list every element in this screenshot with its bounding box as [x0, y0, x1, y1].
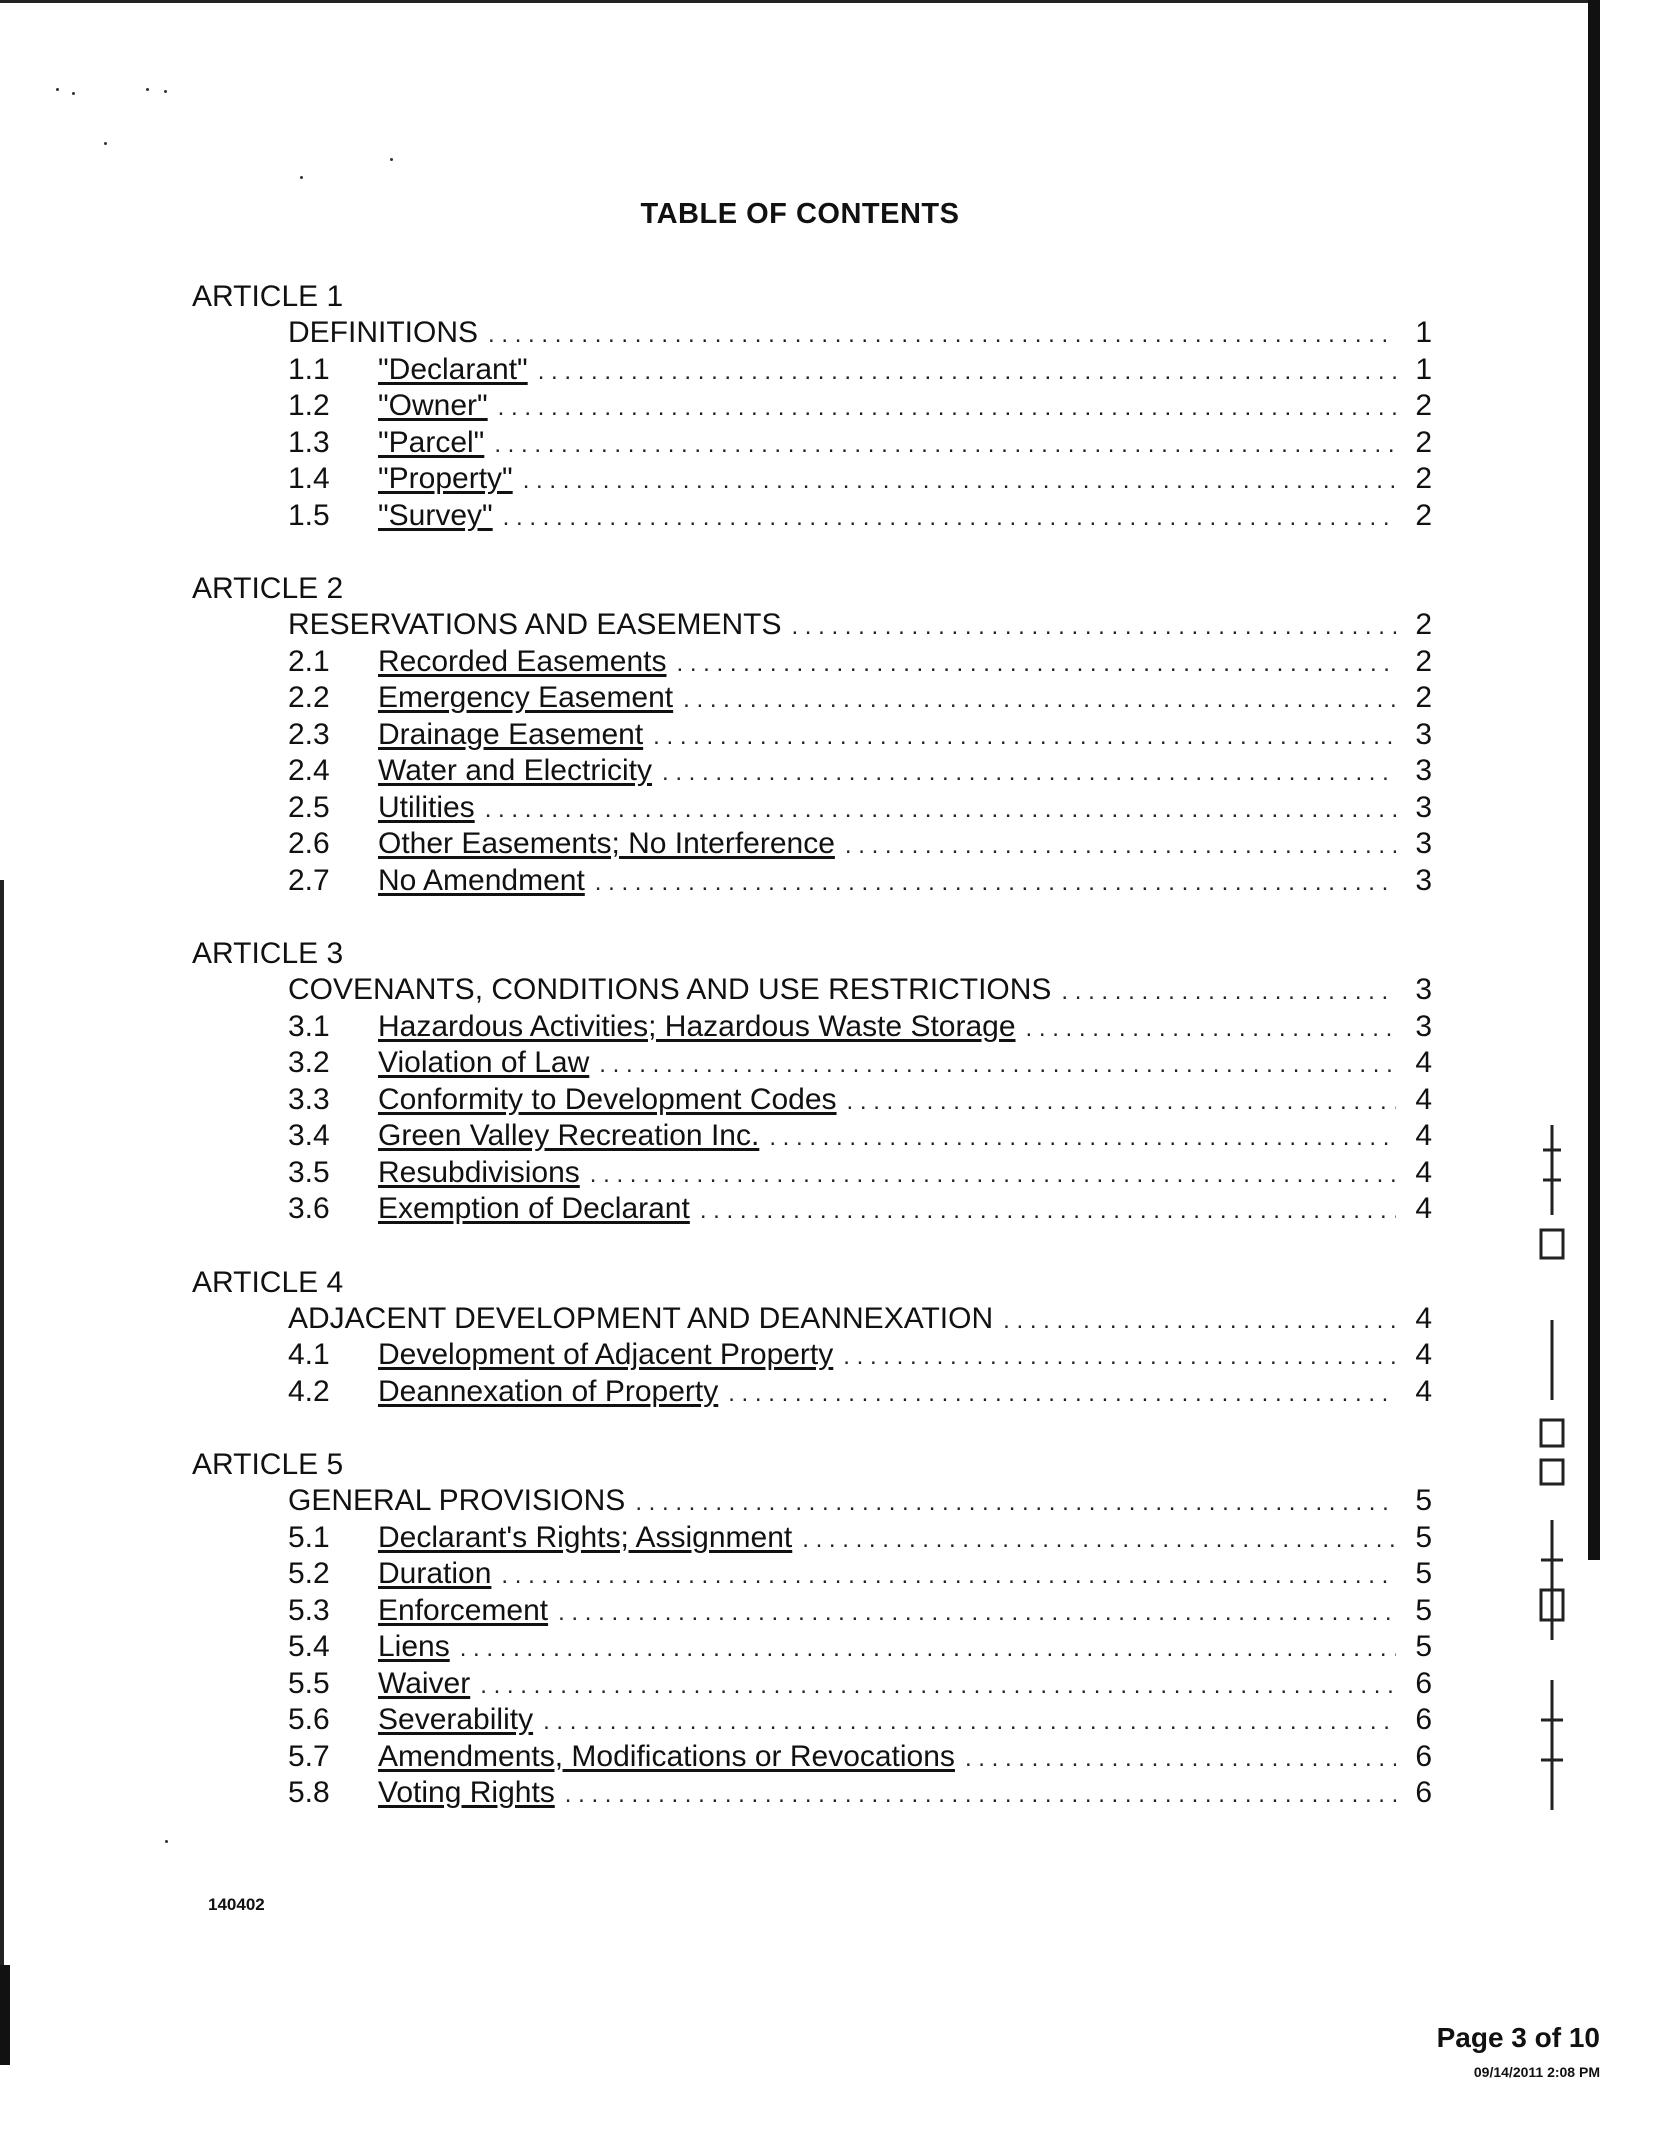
toc-page-number: 2 — [1415, 425, 1432, 459]
toc-page-number: 5 — [1415, 1557, 1432, 1590]
toc-entry-number: 5.5 — [288, 1666, 330, 1700]
toc-entry-title: Utilities — [378, 790, 475, 824]
toc-entry-title: Severability — [378, 1703, 534, 1736]
dot-leader — [1003, 1303, 1396, 1340]
dot-leader — [538, 354, 1396, 391]
dot-leader — [635, 1485, 1396, 1522]
toc-entry-number: 3.2 — [288, 1046, 330, 1079]
toc-entry — [192, 1775, 1432, 1812]
toc-page-number: 4 — [1415, 1301, 1432, 1335]
toc-page-number: 4 — [1415, 1119, 1432, 1152]
toc-page-number: 4 — [1415, 1155, 1432, 1189]
toc-page-number: 3 — [1415, 754, 1432, 787]
scan-speck — [300, 176, 303, 179]
toc-page-number: 2 — [1415, 498, 1432, 532]
dot-leader — [485, 792, 1396, 829]
toc-entry — [192, 790, 1432, 827]
recording-barcode — [1535, 1120, 1569, 1820]
toc-page-number: 6 — [1415, 1739, 1432, 1773]
dot-leader — [769, 1120, 1396, 1157]
page-title: TABLE OF CONTENTS — [640, 198, 960, 230]
article-heading — [192, 972, 1432, 1009]
toc-entry-number: 3.5 — [288, 1155, 330, 1189]
toc-page-number: 6 — [1415, 1703, 1432, 1736]
toc-entry-number: 2.3 — [288, 717, 330, 751]
print-timestamp: 09/14/2011 2:08 PM — [1473, 2064, 1600, 2080]
scan-edge-left-mark — [0, 1965, 10, 2065]
scan-speck — [390, 158, 393, 161]
article-label: ARTICLE 1 — [192, 280, 344, 313]
dot-leader — [590, 1157, 1396, 1194]
page-number: Page 3 of 10 — [1436, 2022, 1600, 2053]
dot-leader — [845, 828, 1396, 865]
toc-entry — [192, 461, 1432, 498]
toc-entry-number: 1.5 — [288, 498, 330, 532]
toc-entry-number: 5.2 — [288, 1557, 330, 1590]
toc-entry-number: 3.3 — [288, 1082, 330, 1116]
toc-entry-number: 5.1 — [288, 1520, 330, 1554]
toc-page-number: 5 — [1415, 1520, 1432, 1554]
toc-entry — [192, 1520, 1432, 1557]
toc-page-number: 3 — [1415, 1009, 1432, 1043]
toc-entry — [192, 352, 1432, 389]
toc-entry-number: 2.4 — [288, 754, 330, 787]
toc-entry-number: 5.4 — [288, 1630, 330, 1663]
dot-leader — [1061, 974, 1396, 1011]
toc-page-number: 3 — [1415, 717, 1432, 751]
article-heading — [192, 315, 1432, 352]
toc-entry — [192, 1739, 1432, 1776]
toc-entry-title: No Amendment — [378, 863, 585, 897]
toc-entry — [192, 1666, 1432, 1703]
toc-entry — [192, 1191, 1432, 1228]
dot-leader — [565, 1777, 1396, 1814]
dot-leader — [599, 1047, 1396, 1084]
toc-entry — [192, 644, 1432, 681]
toc-page-number: 5 — [1415, 1593, 1432, 1627]
toc-entry — [192, 863, 1432, 900]
dot-leader — [543, 1704, 1396, 1741]
toc-entry-title: Waiver — [378, 1666, 471, 1700]
article-section — [192, 1446, 1432, 1812]
dot-leader — [494, 427, 1396, 464]
toc-page-number: 2 — [1415, 389, 1432, 422]
toc-page-number: 4 — [1415, 1082, 1432, 1116]
toc-entry — [192, 1045, 1432, 1082]
dot-leader — [480, 1668, 1396, 1705]
table-of-contents — [192, 278, 1432, 1848]
article-section — [192, 1264, 1432, 1411]
toc-entry-number: 3.4 — [288, 1119, 330, 1152]
toc-page-number: 4 — [1415, 1374, 1432, 1408]
toc-entry-title: Exemption of Declarant — [378, 1192, 690, 1225]
toc-entry-number: 5.7 — [288, 1739, 330, 1773]
toc-entry-number: 4.2 — [288, 1374, 330, 1408]
toc-page-number: 5 — [1415, 1484, 1432, 1517]
article-section — [192, 935, 1432, 1228]
dot-leader — [488, 317, 1396, 354]
toc-page-number: 4 — [1415, 1338, 1432, 1371]
dot-leader — [700, 1193, 1396, 1230]
document-id: 140402 — [208, 1895, 265, 1914]
article-label: ARTICLE 4 — [192, 1265, 344, 1299]
toc-entry — [192, 498, 1432, 535]
toc-entry — [192, 1082, 1432, 1119]
toc-entry-title: Conformity to Development Codes — [378, 1082, 837, 1116]
toc-entry — [192, 1593, 1432, 1630]
toc-page-number: 4 — [1415, 1192, 1432, 1225]
toc-entry-title: Green Valley Recreation Inc. — [378, 1119, 760, 1152]
toc-entry-number: 2.2 — [288, 681, 330, 714]
toc-entry-title: Liens — [378, 1630, 450, 1663]
toc-page-number: 3 — [1415, 790, 1432, 824]
toc-entry — [192, 1629, 1432, 1666]
article-label: ARTICLE 3 — [192, 937, 344, 970]
toc-page-number: 4 — [1415, 1046, 1432, 1079]
toc-entry-number: 3.1 — [288, 1009, 330, 1043]
toc-page-number: 3 — [1415, 863, 1432, 897]
toc-entry — [192, 1374, 1432, 1411]
scan-speck — [104, 142, 107, 145]
dot-leader — [1026, 1011, 1396, 1048]
article-heading — [192, 607, 1432, 644]
toc-entry — [192, 826, 1432, 863]
toc-entry — [192, 717, 1432, 754]
toc-entry-title: Water and Electricity — [378, 754, 652, 787]
article-heading — [192, 1301, 1432, 1338]
dot-leader — [501, 1558, 1396, 1595]
toc-entry-title: Amendments, Modifications or Revocations — [378, 1739, 955, 1773]
article-label: ARTICLE 5 — [192, 1448, 344, 1481]
toc-entry-number: 1.2 — [288, 389, 330, 422]
scan-edge-right — [1588, 0, 1600, 1560]
scan-speck — [164, 90, 167, 93]
toc-page-number: 1 — [1415, 352, 1432, 386]
toc-entry-title: ADJACENT DEVELOPMENT AND DEANNEXATION — [288, 1301, 994, 1335]
toc-entry-title: Deannexation of Property — [378, 1374, 719, 1408]
dot-leader — [728, 1376, 1396, 1413]
toc-entry-number: 2.1 — [288, 644, 330, 678]
dot-leader — [498, 390, 1396, 427]
toc-entry-title: Other Easements; No Interference — [378, 827, 835, 860]
toc-page-number: 5 — [1415, 1630, 1432, 1663]
dot-leader — [965, 1741, 1396, 1778]
toc-entry-title: DEFINITIONS — [288, 316, 479, 349]
toc-entry — [192, 1337, 1432, 1374]
toc-entry-title: Drainage Easement — [378, 717, 644, 751]
toc-entry-title: Emergency Easement — [378, 681, 674, 714]
toc-page-number: 3 — [1415, 827, 1432, 860]
toc-entry — [192, 425, 1432, 462]
toc-page-number: 2 — [1415, 644, 1432, 678]
toc-entry-title: Hazardous Activities; Hazardous Waste Storage — [378, 1009, 1016, 1043]
toc-page-number: 2 — [1415, 462, 1432, 495]
toc-entry-title: Development of Adjacent Property — [378, 1338, 834, 1371]
dot-leader — [677, 646, 1397, 683]
toc-entry — [192, 1556, 1432, 1593]
toc-entry-title: "Property" — [378, 462, 513, 495]
toc-page-number: 3 — [1415, 973, 1432, 1006]
dot-leader — [802, 1522, 1396, 1559]
article-section — [192, 570, 1432, 899]
toc-entry — [192, 753, 1432, 790]
toc-entry-number: 4.1 — [288, 1338, 330, 1371]
article-section — [192, 278, 1432, 534]
toc-page-number: 6 — [1415, 1666, 1432, 1700]
toc-entry-number: 5.8 — [288, 1776, 330, 1809]
dot-leader — [503, 500, 1396, 537]
toc-entry-title: "Parcel" — [378, 425, 485, 459]
toc-entry-number: 3.6 — [288, 1192, 330, 1225]
dot-leader — [558, 1595, 1396, 1632]
scan-speck — [165, 1840, 168, 1843]
dot-leader — [843, 1339, 1396, 1376]
toc-page-number: 6 — [1415, 1776, 1432, 1809]
toc-entry-number: 5.6 — [288, 1703, 330, 1736]
article-label: ARTICLE 2 — [192, 572, 344, 605]
dot-leader — [595, 865, 1396, 902]
toc-entry-number: 2.7 — [288, 863, 330, 897]
dot-leader — [460, 1631, 1396, 1668]
toc-entry — [192, 1009, 1432, 1046]
toc-entry-number: 1.1 — [288, 352, 330, 386]
toc-entry-title: Enforcement — [378, 1593, 549, 1627]
toc-page-number: 2 — [1415, 608, 1432, 641]
toc-entry-title: Violation of Law — [378, 1046, 590, 1079]
dot-leader — [791, 609, 1396, 646]
scan-edge-left — [0, 880, 4, 2060]
dot-leader — [662, 755, 1396, 792]
toc-entry-title: GENERAL PROVISIONS — [288, 1484, 626, 1517]
dot-leader — [653, 719, 1396, 756]
toc-entry-title: Declarant's Rights; Assignment — [378, 1520, 793, 1554]
dot-leader — [683, 682, 1396, 719]
toc-entry — [192, 680, 1432, 717]
toc-entry-number: 1.3 — [288, 425, 330, 459]
toc-entry-number: 5.3 — [288, 1593, 330, 1627]
scan-edge-top — [0, 0, 1600, 3]
toc-entry-title: RESERVATIONS AND EASEMENTS — [288, 608, 782, 641]
toc-entry-title: "Owner" — [378, 389, 488, 422]
toc-entry — [192, 1118, 1432, 1155]
toc-page-number: 2 — [1415, 681, 1432, 714]
toc-page-number: 1 — [1415, 316, 1432, 349]
toc-entry-number: 2.6 — [288, 827, 330, 860]
toc-entry-title: Resubdivisions — [378, 1155, 580, 1189]
toc-entry-number: 1.4 — [288, 462, 330, 495]
dot-leader — [523, 463, 1396, 500]
toc-entry-title: Duration — [378, 1557, 492, 1590]
dot-leader — [847, 1084, 1396, 1121]
article-heading — [192, 1483, 1432, 1520]
toc-entry-title: "Survey" — [378, 498, 493, 532]
toc-entry-title: Voting Rights — [378, 1776, 555, 1809]
toc-entry-title: COVENANTS, CONDITIONS AND USE RESTRICTIONS — [288, 973, 1052, 1006]
scan-speck — [146, 88, 149, 91]
toc-entry-title: Recorded Easements — [378, 644, 667, 678]
scan-speck — [72, 92, 75, 95]
toc-entry — [192, 1155, 1432, 1192]
toc-entry — [192, 1702, 1432, 1739]
toc-entry — [192, 388, 1432, 425]
toc-entry-title: "Declarant" — [378, 352, 528, 386]
scan-speck — [56, 88, 59, 91]
toc-entry-number: 2.5 — [288, 790, 330, 824]
